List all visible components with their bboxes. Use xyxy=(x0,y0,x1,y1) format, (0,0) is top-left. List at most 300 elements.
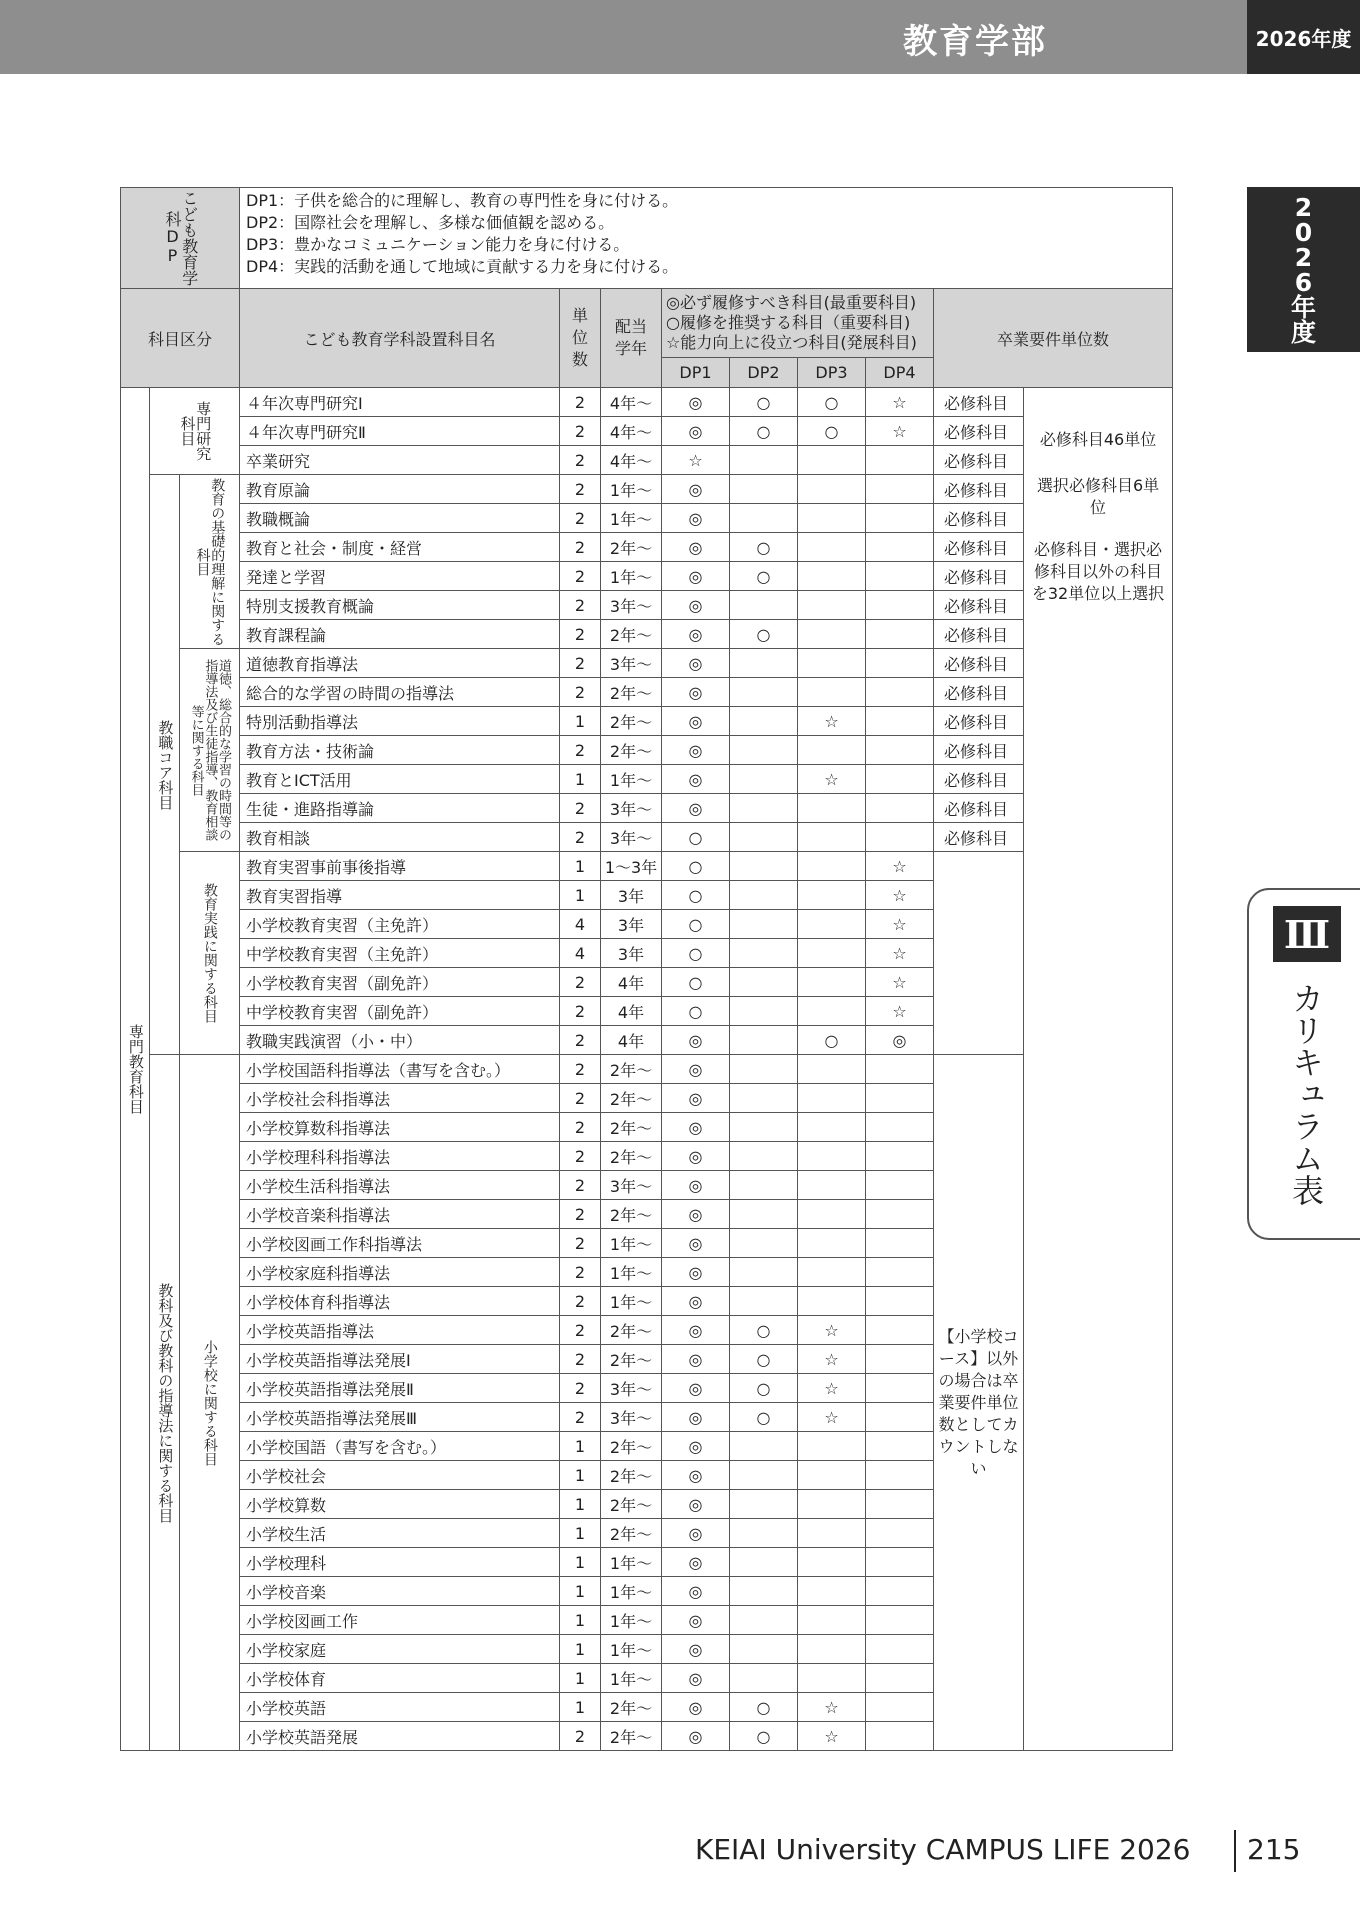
subject-dp4-mark: ☆ xyxy=(866,881,934,910)
subject-dp3-mark xyxy=(798,591,866,620)
other-units: 必修科目・選択必修科目以外の科目を32単位以上選択 xyxy=(1031,540,1165,603)
required-label: 必修科目 xyxy=(934,620,1024,649)
subject-dp3-mark xyxy=(798,1606,866,1635)
subject-year: 2年〜 xyxy=(601,678,662,707)
subject-credits: 4 xyxy=(560,910,601,939)
subject-credits: 1 xyxy=(560,765,601,794)
subject-dp2-mark xyxy=(730,1258,798,1287)
elective-required-units: 選択必修科目6単位 xyxy=(1036,476,1160,517)
group-kiso xyxy=(180,475,240,649)
subject-name: 小学校国語（書写を含む。） xyxy=(240,1432,560,1461)
subject-dp3-mark xyxy=(798,852,866,881)
table-row xyxy=(121,533,1173,562)
subject-dp2-mark xyxy=(730,881,798,910)
subject-dp4-mark: ☆ xyxy=(866,388,934,417)
subject-dp3-mark xyxy=(798,1635,866,1664)
group-label: 教職コア科目 xyxy=(156,719,175,810)
subject-dp3-mark xyxy=(798,504,866,533)
group-label: 教育実践に関する科目 xyxy=(201,883,218,1023)
subject-credits: 2 xyxy=(560,997,601,1026)
table-row xyxy=(121,620,1173,649)
subject-credits: 2 xyxy=(560,475,601,504)
subject-credits: 2 xyxy=(560,678,601,707)
subject-name: 小学校算数科指導法 xyxy=(240,1113,560,1142)
subject-dp2-mark: ○ xyxy=(730,562,798,591)
subject-name: 小学校英語 xyxy=(240,1693,560,1722)
subject-year: 3年〜 xyxy=(601,823,662,852)
subject-dp4-mark xyxy=(866,1316,934,1345)
subject-name: 小学校音楽 xyxy=(240,1577,560,1606)
subject-dp1-mark: ◎ xyxy=(662,1432,730,1461)
subject-credits: 2 xyxy=(560,533,601,562)
subject-credits: 2 xyxy=(560,1258,601,1287)
subject-name: 小学校国語科指導法（書写を含む。） xyxy=(240,1055,560,1084)
subject-dp1-mark: ○ xyxy=(662,852,730,881)
subject-dp3-mark xyxy=(798,1461,866,1490)
year-char: 度 xyxy=(1290,318,1316,347)
subject-dp4-mark xyxy=(866,1258,934,1287)
subject-dp3-mark xyxy=(798,1171,866,1200)
subject-credits: 2 xyxy=(560,1374,601,1403)
subject-year: 2年〜 xyxy=(601,1461,662,1490)
subject-dp2-mark xyxy=(730,823,798,852)
subject-dp3-mark xyxy=(798,736,866,765)
subject-dp2-mark xyxy=(730,1461,798,1490)
subject-dp1-mark: ☆ xyxy=(662,446,730,475)
required-label: 必修科目 xyxy=(934,649,1024,678)
subject-name: 小学校音楽科指導法 xyxy=(240,1200,560,1229)
subject-name: 小学校教育実習（主免許） xyxy=(240,910,560,939)
subject-credits: 2 xyxy=(560,1229,601,1258)
subject-dp1-mark: ◎ xyxy=(662,1693,730,1722)
subject-dp3-mark xyxy=(798,620,866,649)
subject-dp1-mark: ◎ xyxy=(662,1316,730,1345)
subject-dp2-mark xyxy=(730,1055,798,1084)
subject-dp2-mark xyxy=(730,707,798,736)
year-char: 年 xyxy=(1290,293,1316,322)
subject-dp3-mark xyxy=(798,968,866,997)
subject-credits: 2 xyxy=(560,1403,601,1432)
subject-credits: 1 xyxy=(560,1461,601,1490)
subject-name: 小学校生活 xyxy=(240,1519,560,1548)
subject-dp4-mark xyxy=(866,1345,934,1374)
subject-credits: 2 xyxy=(560,446,601,475)
subject-dp2-mark: ○ xyxy=(730,1403,798,1432)
subject-year: 1年〜 xyxy=(601,1664,662,1693)
subject-name: 小学校英語指導法発展Ⅲ xyxy=(240,1403,560,1432)
subject-dp4-mark xyxy=(866,823,934,852)
subject-credits: 2 xyxy=(560,1084,601,1113)
subject-dp3-mark xyxy=(798,881,866,910)
subject-dp3-mark: ☆ xyxy=(798,765,866,794)
subject-name: 教育実習事前事後指導 xyxy=(240,852,560,881)
subject-dp1-mark: ◎ xyxy=(662,1548,730,1577)
subject-name: 教職概論 xyxy=(240,504,560,533)
subject-credits: 2 xyxy=(560,504,601,533)
top-header-bar xyxy=(0,0,1247,74)
subject-credits: 2 xyxy=(560,794,601,823)
table-row xyxy=(121,736,1173,765)
subject-dp2-mark: ○ xyxy=(730,1693,798,1722)
subject-dp4-mark: ☆ xyxy=(866,417,934,446)
subject-name: 道徳教育指導法 xyxy=(240,649,560,678)
subject-dp2-mark: ○ xyxy=(730,533,798,562)
side-tab-curriculum[interactable] xyxy=(1247,888,1360,1240)
required-units: 必修科目46単位 xyxy=(1039,430,1157,449)
subject-credits: 2 xyxy=(560,1113,601,1142)
subject-year: 1年〜 xyxy=(601,1577,662,1606)
header-credits-text: 単位数 xyxy=(571,306,588,369)
subject-name: 特別支援教育概論 xyxy=(240,591,560,620)
subject-credits: 2 xyxy=(560,562,601,591)
subject-year: 4年〜 xyxy=(601,388,662,417)
subject-dp3-mark xyxy=(798,475,866,504)
header-dp4: DP4 xyxy=(866,358,934,388)
subject-dp4-mark xyxy=(866,1229,934,1258)
faculty-title: 教育学部 xyxy=(903,22,1047,62)
subject-credits: 2 xyxy=(560,591,601,620)
subject-dp3-mark: ☆ xyxy=(798,1345,866,1374)
subject-dp3-mark: ☆ xyxy=(798,1722,866,1751)
group-kyoshoku-core xyxy=(150,475,180,1055)
required-label: 必修科目 xyxy=(934,678,1024,707)
table-row xyxy=(121,765,1173,794)
subject-dp1-mark: ◎ xyxy=(662,475,730,504)
subject-year: 2年〜 xyxy=(601,620,662,649)
subject-name: 小学校家庭科指導法 xyxy=(240,1258,560,1287)
subject-dp4-mark xyxy=(866,1606,934,1635)
year-char: 0 xyxy=(1294,218,1313,247)
subject-credits: 2 xyxy=(560,649,601,678)
subject-dp3-mark xyxy=(798,1548,866,1577)
group-dotoku xyxy=(180,649,240,852)
subject-dp3-mark xyxy=(798,533,866,562)
subject-credits: 2 xyxy=(560,1316,601,1345)
subject-dp2-mark xyxy=(730,1635,798,1664)
subject-name: 中学校教育実習（副免許） xyxy=(240,997,560,1026)
subject-credits: 2 xyxy=(560,968,601,997)
table-row xyxy=(121,475,1173,504)
subject-dp3-mark xyxy=(798,1432,866,1461)
required-label: 必修科目 xyxy=(934,823,1024,852)
header-legend xyxy=(662,289,934,358)
subject-year: 1〜3年 xyxy=(601,852,662,881)
subject-year: 2年〜 xyxy=(601,1142,662,1171)
subject-dp3-mark xyxy=(798,1519,866,1548)
subject-dp2-mark xyxy=(730,1548,798,1577)
subject-dp3-mark xyxy=(798,823,866,852)
subject-dp2-mark xyxy=(730,1200,798,1229)
year-char: 2 xyxy=(1294,193,1313,222)
elementary-course-note xyxy=(934,1055,1024,1751)
subject-dp1-mark: ◎ xyxy=(662,1200,730,1229)
subject-name: 小学校英語指導法 xyxy=(240,1316,560,1345)
subject-dp2-mark xyxy=(730,910,798,939)
group-label: 専門研究科目 xyxy=(178,401,213,461)
subject-year: 4年 xyxy=(601,968,662,997)
subject-dp3-mark xyxy=(798,1287,866,1316)
subject-year: 1年〜 xyxy=(601,1229,662,1258)
subject-dp3-mark xyxy=(798,794,866,823)
subject-credits: 1 xyxy=(560,1664,601,1693)
table-row xyxy=(121,823,1173,852)
subject-dp3-mark xyxy=(798,1142,866,1171)
header-graduation: 卒業要件単位数 xyxy=(934,289,1173,388)
subject-year: 4年〜 xyxy=(601,446,662,475)
subject-dp1-mark: ◎ xyxy=(662,1142,730,1171)
subject-dp1-mark: ◎ xyxy=(662,707,730,736)
header-dp1: DP1 xyxy=(662,358,730,388)
subject-name: 教育方法・技術論 xyxy=(240,736,560,765)
side-tab-year xyxy=(1247,187,1360,352)
subject-dp4-mark xyxy=(866,1577,934,1606)
subject-name: 教育相談 xyxy=(240,823,560,852)
required-label: 必修科目 xyxy=(934,504,1024,533)
footer-title: KEIAI University CAMPUS LIFE 2026 xyxy=(695,1833,1191,1866)
subject-dp2-mark xyxy=(730,1432,798,1461)
subject-credits: 2 xyxy=(560,1142,601,1171)
header-category: 科目区分 xyxy=(121,289,240,388)
legend-line: ○履修を推奨する科目（重要科目) xyxy=(666,313,911,332)
subject-credits: 1 xyxy=(560,1693,601,1722)
subject-name: 小学校体育 xyxy=(240,1664,560,1693)
subject-dp1-mark: ◎ xyxy=(662,1258,730,1287)
subject-year: 4年 xyxy=(601,1026,662,1055)
year-char: 2 xyxy=(1294,243,1313,272)
subject-dp3-mark xyxy=(798,446,866,475)
subject-dp2-mark xyxy=(730,475,798,504)
subject-credits: 1 xyxy=(560,1606,601,1635)
required-label: 必修科目 xyxy=(934,736,1024,765)
subject-dp4-mark: ☆ xyxy=(866,968,934,997)
subject-dp2-mark xyxy=(730,852,798,881)
subject-year: 1年〜 xyxy=(601,1258,662,1287)
subject-dp1-mark: ◎ xyxy=(662,1461,730,1490)
subject-dp1-mark: ◎ xyxy=(662,1229,730,1258)
subject-dp1-mark: ◎ xyxy=(662,1084,730,1113)
subject-dp1-mark: ◎ xyxy=(662,794,730,823)
subject-year: 2年〜 xyxy=(601,736,662,765)
subject-name: 発達と学習 xyxy=(240,562,560,591)
elementary-note-text: 【小学校コース】以外の場合は卒業要件単位数としてカウントしない xyxy=(938,1326,1019,1478)
subject-credits: 2 xyxy=(560,417,601,446)
subject-name: 小学校社会 xyxy=(240,1461,560,1490)
subject-dp2-mark xyxy=(730,1026,798,1055)
subject-year: 2年〜 xyxy=(601,1084,662,1113)
subject-year: 3年〜 xyxy=(601,1374,662,1403)
subject-dp4-mark xyxy=(866,1374,934,1403)
dp-line: DP4：実践的活動を通して地域に貢献する力を身に付ける。 xyxy=(246,257,679,276)
subject-dp3-mark: ☆ xyxy=(798,707,866,736)
subject-dp2-mark: ○ xyxy=(730,1374,798,1403)
subject-dp4-mark xyxy=(866,1548,934,1577)
subject-dp1-mark: ◎ xyxy=(662,1171,730,1200)
subject-year: 1年〜 xyxy=(601,765,662,794)
required-label: 必修科目 xyxy=(934,417,1024,446)
group-jissen xyxy=(180,852,240,1055)
subject-dp3-mark xyxy=(798,1113,866,1142)
graduation-units-note xyxy=(1024,388,1173,1751)
subject-dp1-mark: ◎ xyxy=(662,1635,730,1664)
group-senmon-kyoiku xyxy=(121,388,150,1751)
subject-year: 1年〜 xyxy=(601,562,662,591)
subject-year: 3年 xyxy=(601,881,662,910)
subject-credits: 1 xyxy=(560,1519,601,1548)
subject-credits: 2 xyxy=(560,1200,601,1229)
subject-credits: 2 xyxy=(560,823,601,852)
subject-dp3-mark xyxy=(798,1490,866,1519)
subject-dp1-mark: ○ xyxy=(662,823,730,852)
required-label: 必修科目 xyxy=(934,591,1024,620)
subject-dp3-mark xyxy=(798,1055,866,1084)
group-kyoka xyxy=(150,1055,180,1751)
subject-dp2-mark xyxy=(730,997,798,1026)
section-roman-numeral: Ⅲ xyxy=(1273,906,1341,962)
subject-credits: 1 xyxy=(560,1490,601,1519)
subject-dp2-mark xyxy=(730,1287,798,1316)
subject-credits: 1 xyxy=(560,852,601,881)
subject-dp2-mark xyxy=(730,1606,798,1635)
subject-dp1-mark: ◎ xyxy=(662,1490,730,1519)
subject-dp1-mark: ◎ xyxy=(662,1026,730,1055)
subject-dp4-mark xyxy=(866,1490,934,1519)
subject-dp2-mark xyxy=(730,794,798,823)
subject-dp4-mark xyxy=(866,1084,934,1113)
required-label: 必修科目 xyxy=(934,388,1024,417)
subject-dp4-mark xyxy=(866,475,934,504)
subject-dp4-mark xyxy=(866,1693,934,1722)
group-label: 教科及び教科の指導法に関する科目 xyxy=(156,1282,175,1523)
subject-name: 小学校英語発展 xyxy=(240,1722,560,1751)
subject-name: ４年次専門研究Ⅱ xyxy=(240,417,560,446)
subject-dp3-mark xyxy=(798,939,866,968)
subject-year: 2年〜 xyxy=(601,1055,662,1084)
subject-dp2-mark: ○ xyxy=(730,620,798,649)
subject-name: 小学校教育実習（副免許） xyxy=(240,968,560,997)
subject-dp4-mark xyxy=(866,1200,934,1229)
subject-year: 2年〜 xyxy=(601,1693,662,1722)
subject-dp2-mark: ○ xyxy=(730,1722,798,1751)
subject-dp4-mark xyxy=(866,649,934,678)
subject-dp4-mark xyxy=(866,1113,934,1142)
subject-dp3-mark: ☆ xyxy=(798,1374,866,1403)
subject-year: 2年〜 xyxy=(601,1113,662,1142)
subject-dp4-mark xyxy=(866,765,934,794)
dp-line: DP2：国際社会を理解し、多様な価値観を認める。 xyxy=(246,213,615,232)
subject-name: 教職実践演習（小・中） xyxy=(240,1026,560,1055)
subject-dp4-mark xyxy=(866,1287,934,1316)
subject-dp4-mark xyxy=(866,591,934,620)
subject-name: 中学校教育実習（主免許） xyxy=(240,939,560,968)
subject-dp2-mark xyxy=(730,1113,798,1142)
subject-credits: 1 xyxy=(560,707,601,736)
dp-label: こども教育学科DP xyxy=(163,190,199,286)
subject-year: 1年〜 xyxy=(601,1287,662,1316)
subject-credits: 2 xyxy=(560,620,601,649)
subject-year: 3年 xyxy=(601,910,662,939)
subject-dp3-mark xyxy=(798,1084,866,1113)
table-row xyxy=(121,446,1173,475)
header-subject: こども教育学科設置科目名 xyxy=(240,289,560,388)
subject-dp2-mark xyxy=(730,1490,798,1519)
subject-name: 特別活動指導法 xyxy=(240,707,560,736)
year-char: 6 xyxy=(1294,268,1313,297)
subject-year: 1年〜 xyxy=(601,475,662,504)
subject-dp3-mark xyxy=(798,1258,866,1287)
subject-dp3-mark: ☆ xyxy=(798,1403,866,1432)
subject-dp3-mark: ○ xyxy=(798,388,866,417)
subject-name: 教育課程論 xyxy=(240,620,560,649)
year-badge: 2026年度 xyxy=(1247,0,1360,74)
subject-year: 3年 xyxy=(601,939,662,968)
subject-name: 生徒・進路指導論 xyxy=(240,794,560,823)
subject-credits: 2 xyxy=(560,1026,601,1055)
subject-dp3-mark xyxy=(798,1200,866,1229)
subject-dp3-mark xyxy=(798,562,866,591)
subject-dp2-mark xyxy=(730,939,798,968)
subject-dp1-mark: ◎ xyxy=(662,1374,730,1403)
subject-name: 小学校生活科指導法 xyxy=(240,1171,560,1200)
graduation-notes-wrap xyxy=(1024,429,1172,605)
subject-dp4-mark xyxy=(866,1171,934,1200)
subject-credits: 1 xyxy=(560,1432,601,1461)
subject-year: 2年〜 xyxy=(601,1519,662,1548)
subject-dp4-mark: ☆ xyxy=(866,939,934,968)
subject-dp4-mark xyxy=(866,1461,934,1490)
table-row xyxy=(121,591,1173,620)
table-row xyxy=(121,649,1173,678)
subject-name: 教育と社会・制度・経営 xyxy=(240,533,560,562)
dp-definitions xyxy=(240,188,1173,289)
group-label: 小学校に関する科目 xyxy=(201,1339,218,1466)
subject-dp4-mark xyxy=(866,620,934,649)
subject-year: 1年〜 xyxy=(601,1606,662,1635)
subject-dp3-mark: ○ xyxy=(798,1026,866,1055)
subject-dp1-mark: ◎ xyxy=(662,736,730,765)
subject-name: 小学校英語指導法発展Ⅰ xyxy=(240,1345,560,1374)
subject-name: 小学校理科科指導法 xyxy=(240,1142,560,1171)
subject-dp2-mark xyxy=(730,968,798,997)
subject-credits: 2 xyxy=(560,388,601,417)
curriculum-table xyxy=(120,187,1173,1751)
table-row xyxy=(121,852,1173,881)
subject-dp4-mark: ◎ xyxy=(866,1026,934,1055)
subject-dp2-mark xyxy=(730,1229,798,1258)
required-label: 必修科目 xyxy=(934,562,1024,591)
subject-dp1-mark: ◎ xyxy=(662,1519,730,1548)
subject-dp3-mark: ☆ xyxy=(798,1693,866,1722)
subject-dp3-mark xyxy=(798,997,866,1026)
subject-dp3-mark xyxy=(798,910,866,939)
header-dp2: DP2 xyxy=(730,358,798,388)
subject-dp2-mark xyxy=(730,678,798,707)
subject-dp3-mark: ○ xyxy=(798,417,866,446)
subject-credits: 4 xyxy=(560,939,601,968)
required-label: 必修科目 xyxy=(934,446,1024,475)
subject-name: 小学校理科 xyxy=(240,1548,560,1577)
subject-year: 2年〜 xyxy=(601,533,662,562)
subject-dp1-mark: ◎ xyxy=(662,620,730,649)
subject-year: 2年〜 xyxy=(601,1490,662,1519)
subject-dp4-mark xyxy=(866,1403,934,1432)
subject-dp1-mark: ○ xyxy=(662,968,730,997)
subject-year: 1年〜 xyxy=(601,504,662,533)
subject-credits: 2 xyxy=(560,736,601,765)
table-row xyxy=(121,504,1173,533)
subject-year: 4年 xyxy=(601,997,662,1026)
subject-dp1-mark: ◎ xyxy=(662,1345,730,1374)
subject-dp1-mark: ◎ xyxy=(662,1403,730,1432)
